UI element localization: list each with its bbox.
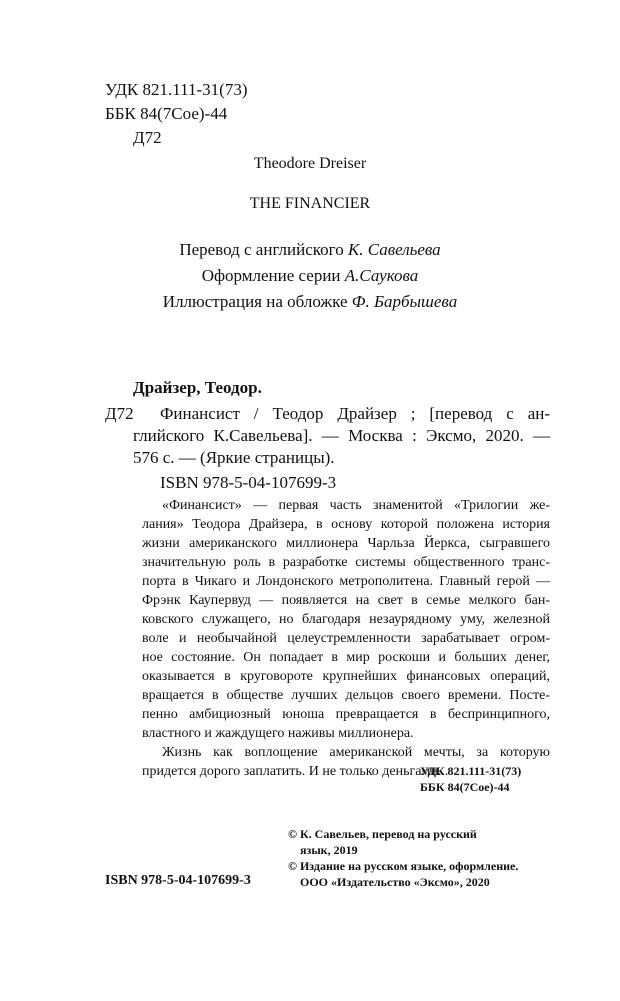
credit-name: К. Савельева (347, 240, 441, 259)
copyright-line: язык, 2019 (300, 843, 358, 857)
catalog-isbn: ISBN 978-5-04-107699-3 (160, 473, 337, 492)
author-mark: Д72 (133, 128, 162, 147)
catalog-line: глийского К.Савельева]. — Москва : Эксмо, 2020. — (133, 426, 550, 445)
annotation-line: оказывается в круговороте крупнейших финансовых операций, (142, 669, 550, 684)
credit-name: Ф. Барбышева (351, 292, 458, 311)
credit-series-design (0, 266, 620, 286)
udk-code: УДК 821.111-31(73) (105, 80, 248, 99)
copyright-line: © К. Савельев, перевод на русский (288, 827, 477, 841)
annotation-line: жизни американского миллионера Чарльза Йеркса, сыгравшего (142, 536, 550, 551)
annotation (142, 496, 550, 781)
catalog-line: 576 с. — (Яркие страницы). (133, 448, 335, 467)
credit-prefix: Перевод с английского (179, 240, 344, 259)
credit-name: А.Саукова (344, 266, 419, 285)
annotation-line: Фрэнк Каупервуд — появляется на свет в семье мелкого бан- (142, 593, 550, 608)
catalog-heading: Драйзер, Теодор. (133, 378, 262, 397)
copyright-line: © Издание на русском языке, оформление. (288, 859, 519, 873)
original-title: THE FINANCIER (249, 195, 371, 212)
bbk-code: ББК 84(7Сое)-44 (105, 104, 228, 123)
footer-isbn: ISBN 978-5-04-107699-3 (105, 873, 251, 888)
footer-bbk: ББК 84(7Сое)-44 (420, 780, 510, 794)
copyright-line: ООО «Издательство «Эксмо», 2020 (300, 875, 490, 889)
annotation-line: лания» Теодора Драйзера, в основу которой положена история (142, 517, 550, 532)
catalog-mark: Д72 (105, 404, 134, 423)
annotation-line: ное состояние. Он попадает в мир роскоши и больших денег, (142, 650, 550, 665)
annotation-line: Жизнь как воплощение американской мечты, за которую (162, 745, 550, 760)
annotation-line: ковского служащего, но благодаря незаурядному уму, железной (142, 612, 550, 627)
credit-cover-illustration (0, 292, 620, 312)
catalog-line: Финансист / Теодор Драйзер ; [перевод с ан- (160, 404, 550, 423)
credit-prefix: Иллюстрация на обложке (162, 292, 348, 311)
credit-prefix: Оформление серии (201, 266, 341, 285)
annotation-line: «Финансист» — первая часть знаменитой «Трилогии же- (162, 498, 550, 513)
original-author: Theodore Dreiser (253, 155, 367, 172)
annotation-line: значительную роль в разработке системы общественного транс- (142, 555, 550, 570)
annotation-line: пенно амбициозный юноша превращается в беспринципного, (142, 707, 550, 722)
credit-translation (0, 240, 620, 260)
annotation-line: властного и жаждущего наживы миллионера. (142, 726, 414, 741)
footer-udk: УДК 821.111-31(73) (420, 764, 522, 778)
annotation-line: придется дорого заплатить. И не только деньгами... (142, 764, 449, 779)
annotation-line: порта в Чикаго и Лондонского метрополитена. Главный герой — (142, 574, 550, 589)
annotation-line: воле и необычайной целеустремленности зарабатывает огром- (142, 631, 550, 646)
annotation-line: вращается в обществе лучших дельцов своего времени. Посте- (142, 688, 550, 703)
